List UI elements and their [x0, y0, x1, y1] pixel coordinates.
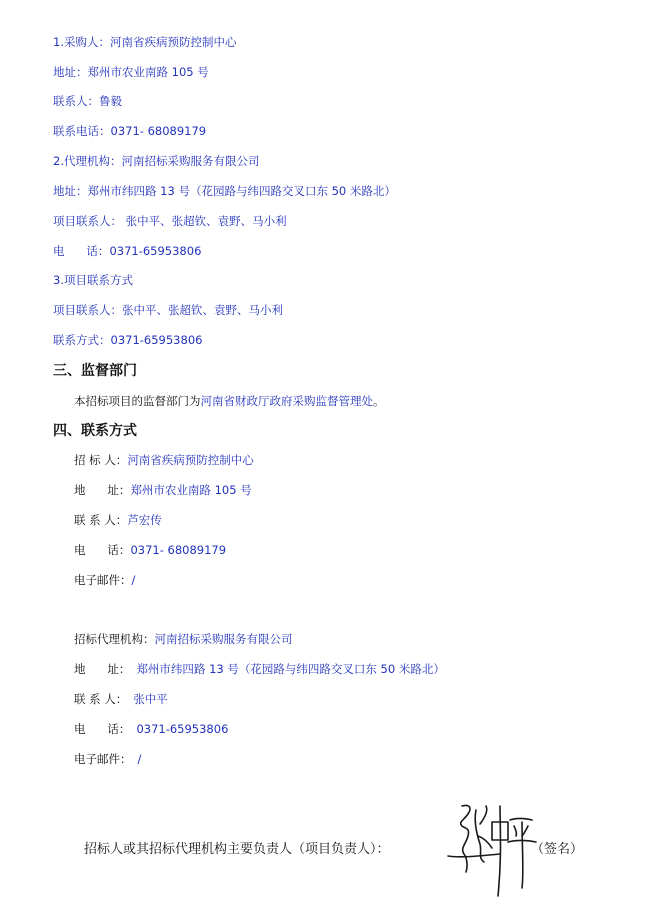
contact-heading: 四、联系方式 — [53, 423, 137, 439]
agency-label: 2.代理机构： — [53, 154, 122, 168]
purchaser-contact-label: 联系人： — [53, 94, 99, 108]
agency-address-label: 地址： — [53, 184, 88, 198]
project-contacts-label: 项目联系人： — [53, 303, 122, 317]
purchaser-line — [53, 34, 236, 50]
tenderer-name-line — [74, 452, 254, 468]
supervision-prefix: 本招标项目的监督部门为 — [74, 394, 201, 408]
agency-info-email-value: / — [137, 752, 142, 766]
purchaser-phone-line — [53, 123, 206, 139]
purchaser-value: 河南省疾病预防控制中心 — [109, 35, 237, 49]
agency-info-email-label: 电子邮件： — [74, 752, 132, 766]
signature-label: 招标人或其招标代理机构主要负责人（项目负责人）： — [84, 842, 390, 857]
purchaser-phone-value: 0371- 68089179 — [110, 124, 207, 138]
agency-info-phone-label: 电 话： — [74, 722, 131, 736]
tenderer-contact-value: 芦宏传 — [127, 513, 162, 527]
supervision-heading: 三、监督部门 — [53, 363, 137, 379]
handwritten-signature — [440, 796, 540, 904]
agency-address-value: 郑州市纬四路 13 号（花园路与纬四路交叉口东 50 米路北） — [87, 184, 396, 198]
project-contacts-line — [53, 302, 283, 318]
purchaser-contact-value: 鲁毅 — [99, 94, 122, 108]
project-phone-value: 0371-65953806 — [110, 333, 203, 347]
agency-name-label: 招标代理机构： — [74, 632, 155, 646]
agency-contacts-value: 张中平、张超钦、袁野、马小利 — [122, 214, 287, 228]
agency-info-email-line — [74, 751, 141, 767]
tenderer-contact-label: 联 系 人： — [74, 513, 128, 527]
agency-contacts-line — [53, 213, 287, 229]
agency-phone-value: 0371-65953806 — [109, 244, 202, 258]
agency-info-address-line — [74, 661, 445, 677]
supervision-text — [74, 393, 385, 409]
tenderer-phone-value: 0371- 68089179 — [130, 543, 227, 557]
supervision-suffix: 。 — [373, 394, 385, 408]
tenderer-phone-label: 电 话： — [74, 543, 131, 557]
purchaser-address-line — [53, 64, 209, 80]
signature-suffix: （签名） — [531, 842, 584, 857]
tenderer-phone-line — [74, 542, 226, 558]
supervision-department: 河南省财政厅政府采购监督管理处 — [200, 394, 373, 408]
agency-info-address-value: 郑州市纬四路 13 号（花园路与纬四路交叉口东 50 米路北） — [136, 662, 445, 676]
purchaser-contact-line — [53, 93, 122, 109]
agency-phone-line — [53, 243, 201, 259]
tenderer-name-value: 河南省疾病预防控制中心 — [127, 453, 254, 467]
purchaser-label: 1.采购人： — [53, 35, 110, 49]
tenderer-name-label: 招 标 人： — [74, 453, 128, 467]
purchaser-address-value: 郑州市农业南路 105 号 — [87, 65, 209, 79]
tenderer-contact-line — [74, 512, 162, 528]
agency-info-contact-label: 联 系 人： — [74, 692, 128, 706]
agency-info-address-label: 地 址： — [74, 662, 131, 676]
agency-address-line — [53, 183, 396, 199]
agency-value: 河南招标采购服务有限公司 — [121, 154, 260, 168]
tenderer-address-line — [74, 482, 252, 498]
agency-info-phone-value: 0371-65953806 — [136, 722, 229, 736]
agency-info-contact-line — [74, 691, 168, 707]
tenderer-email-label: 电子邮件： — [74, 573, 132, 587]
purchaser-phone-label: 联系电话： — [53, 124, 111, 138]
project-phone-label: 联系方式： — [53, 333, 111, 347]
project-contact-title: 3.项目联系方式 — [53, 273, 133, 287]
project-phone-line — [53, 332, 202, 348]
purchaser-address-label: 地址： — [53, 65, 88, 79]
tenderer-email-line — [74, 572, 135, 588]
agency-name-value: 河南招标采购服务有限公司 — [154, 632, 293, 646]
agency-name-line — [74, 631, 293, 647]
tenderer-address-label: 地 址： — [74, 483, 131, 497]
agency-contacts-label: 项目联系人： — [53, 214, 122, 228]
tenderer-address-value: 郑州市农业南路 105 号 — [130, 483, 252, 497]
agency-info-contact-value: 张中平 — [133, 692, 168, 706]
agency-info-phone-line — [74, 721, 228, 737]
project-contacts-value: 张中平、张超钦、袁野、马小利 — [122, 303, 283, 317]
tenderer-email-value: / — [131, 573, 136, 587]
agency-line — [53, 153, 259, 169]
agency-phone-label: 电 话： — [53, 244, 110, 258]
